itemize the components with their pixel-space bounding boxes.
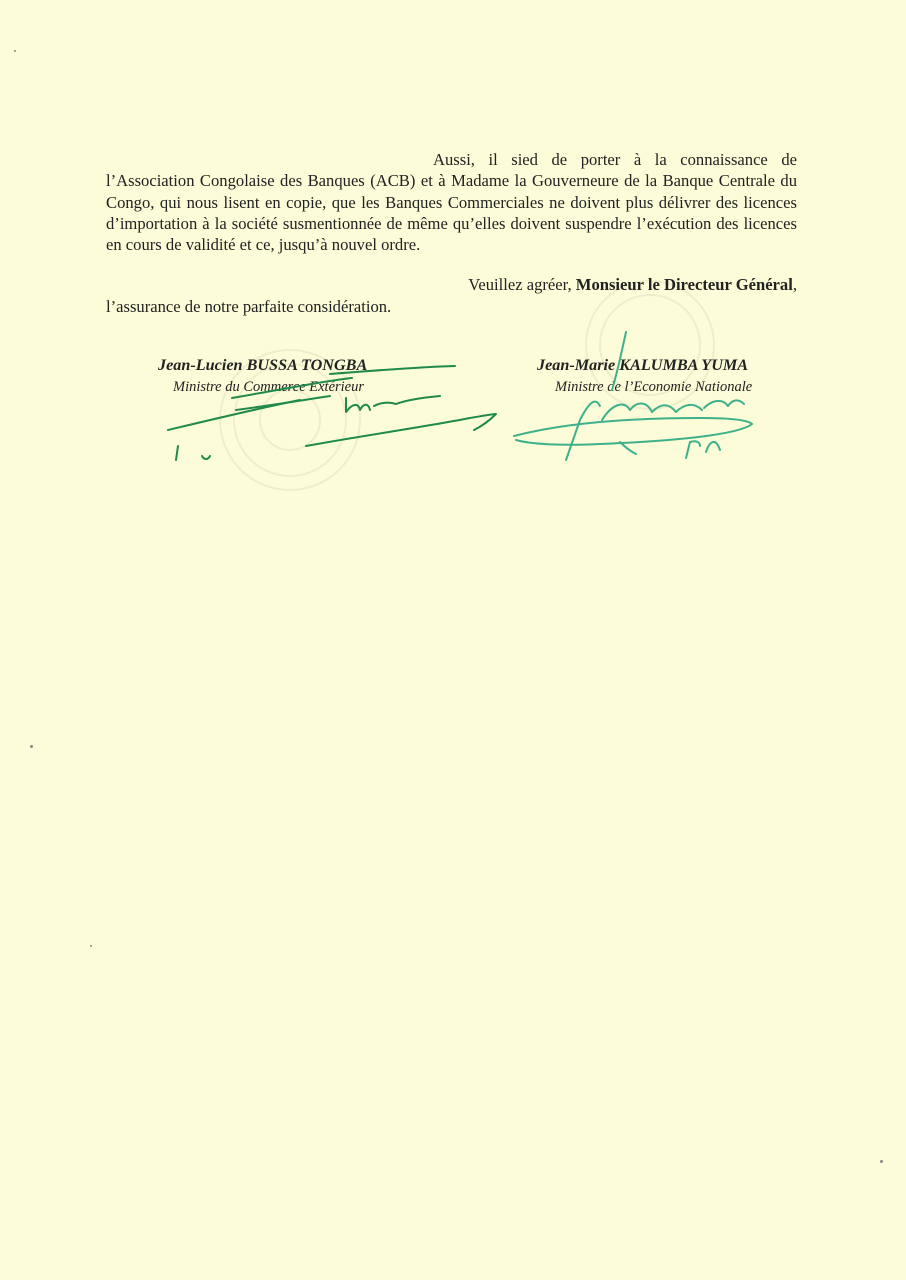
paper-speck: [14, 50, 16, 52]
closing-comma: ,: [792, 275, 797, 294]
closing-formula-tail: l’assurance de notre parfaite considération.: [106, 297, 392, 316]
closing-prefix: Veuillez agréer,: [468, 275, 576, 294]
body-paragraph: Aussi, il sied de porter à la connaissance de l’Association Congolaise des Banques (ACB) et à Madame la Gouverneure de la Banque Centrale du Congo, qui nous lisent en copie, que les Banques Commerciales ne doivent plus délivrer des licences d’importation à la société susmentionnée de même qu’elles doivent suspendre l’exécution des licences en cours de validité et ce, jusqu’à nouvel ordre.: [106, 150, 797, 255]
paper-speck: [90, 945, 92, 947]
signatory-right-name: Jean-Marie KALUMBA YUMA: [537, 356, 749, 374]
closing-formula: [106, 274, 797, 295]
signatory-right-title: Ministre de l’Economie Nationale: [555, 379, 753, 395]
paper-speck: [880, 1160, 883, 1163]
signatory-left-name: Jean-Lucien BUSSA TONGBA: [158, 356, 368, 374]
closing-addressee: Monsieur le Directeur Général: [575, 275, 793, 294]
paper-speck: [30, 745, 33, 748]
signatory-left-title: Ministre du Commerce Extérieur: [173, 379, 365, 395]
signature-right: [514, 332, 752, 460]
